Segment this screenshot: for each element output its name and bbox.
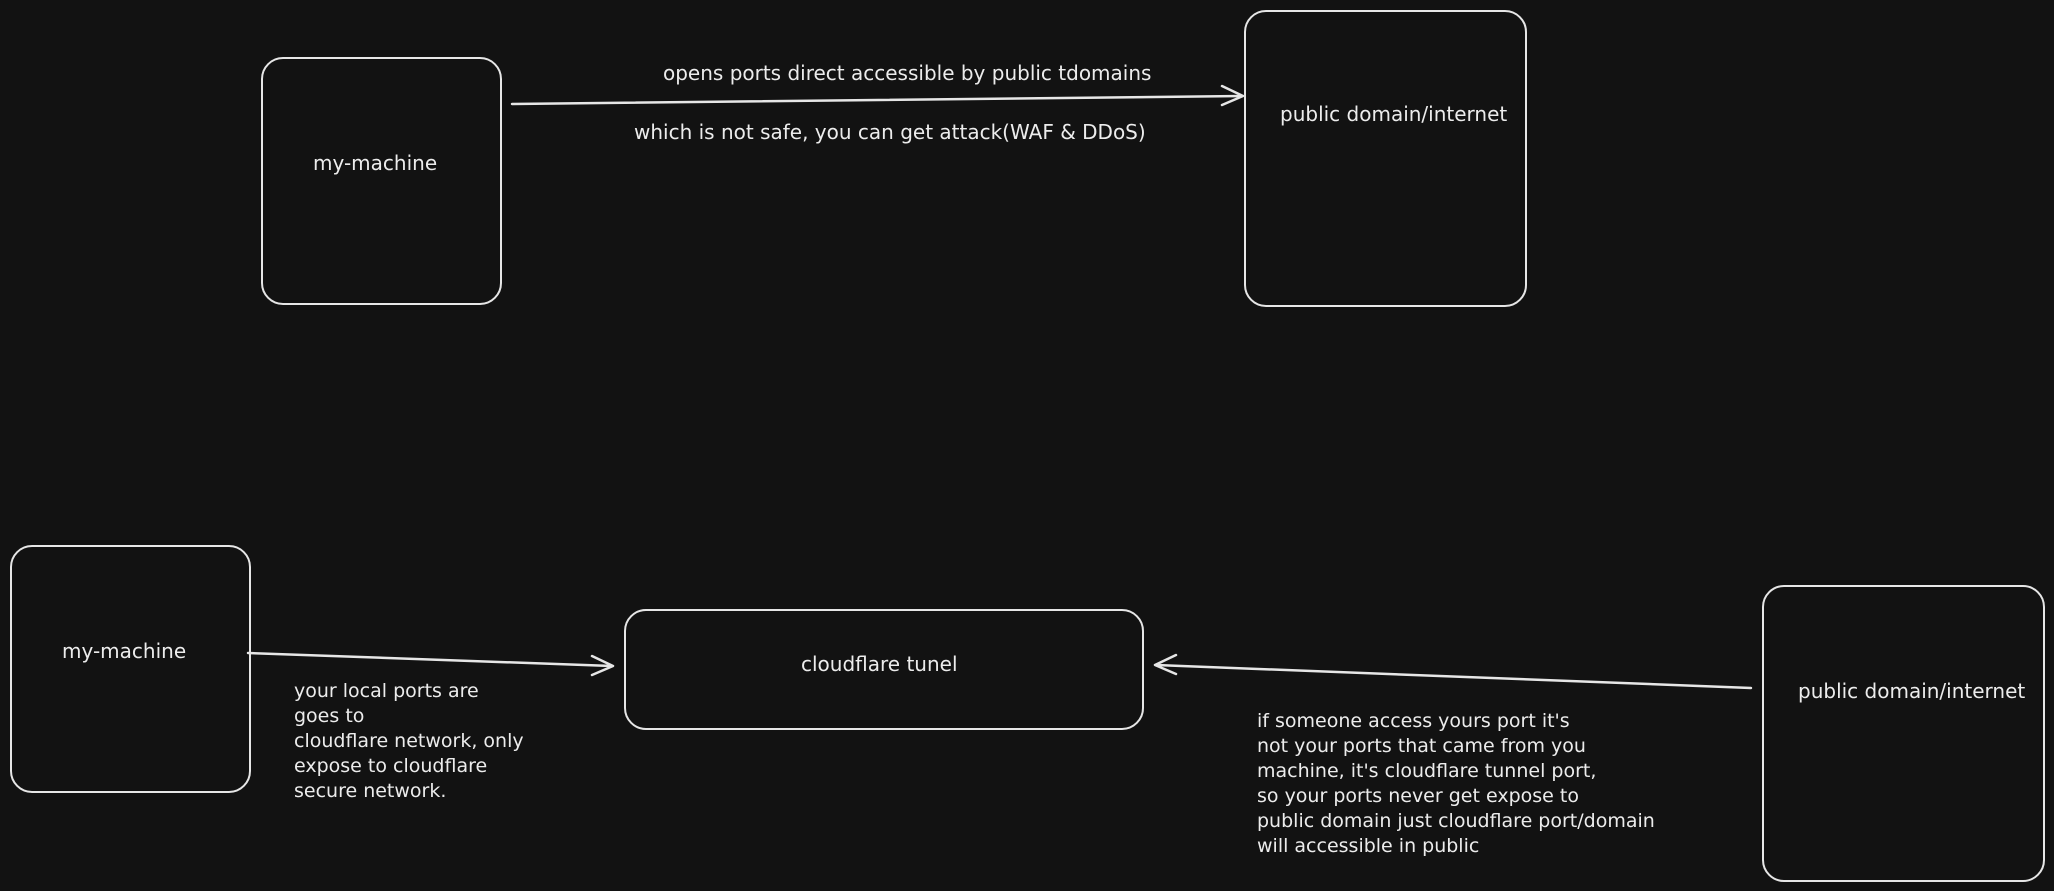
note-line: expose to cloudflare (294, 755, 488, 777)
note-line: public domain just cloudflare port/domain (1257, 810, 1655, 832)
public-internet-label-bottom: public domain/internet (1798, 679, 2026, 703)
machine-to-tunnel-arrow (248, 653, 613, 675)
public-internet-label-top: public domain/internet (1280, 102, 1508, 126)
not-safe-warning-label: which is not safe, you can get attack(WAF & DDoS) (634, 120, 1146, 144)
note-line: goes to (294, 705, 365, 727)
direct-ports-arrow-label: opens ports direct accessible by public tdomains (663, 61, 1152, 85)
note-line: cloudflare network, only (294, 730, 524, 752)
note-line: secure network. (294, 780, 447, 802)
my-machine-label-top: my-machine (313, 151, 438, 175)
note-line: machine, it's cloudflare tunnel port, (1257, 760, 1597, 782)
my-machine-label-bottom: my-machine (62, 639, 187, 663)
direct-ports-arrow (512, 86, 1243, 105)
internet-to-tunnel-arrow (1155, 655, 1751, 688)
note-line: so your ports never get expose to (1257, 785, 1579, 807)
note-line: will accessible in public (1257, 835, 1480, 857)
note-line: if someone access yours port it's (1257, 710, 1570, 732)
note-line: your local ports are (294, 680, 479, 702)
cloudflare-tunnel-label: cloudflare tunel (801, 652, 958, 676)
note-line: not your ports that came from you (1257, 735, 1586, 757)
